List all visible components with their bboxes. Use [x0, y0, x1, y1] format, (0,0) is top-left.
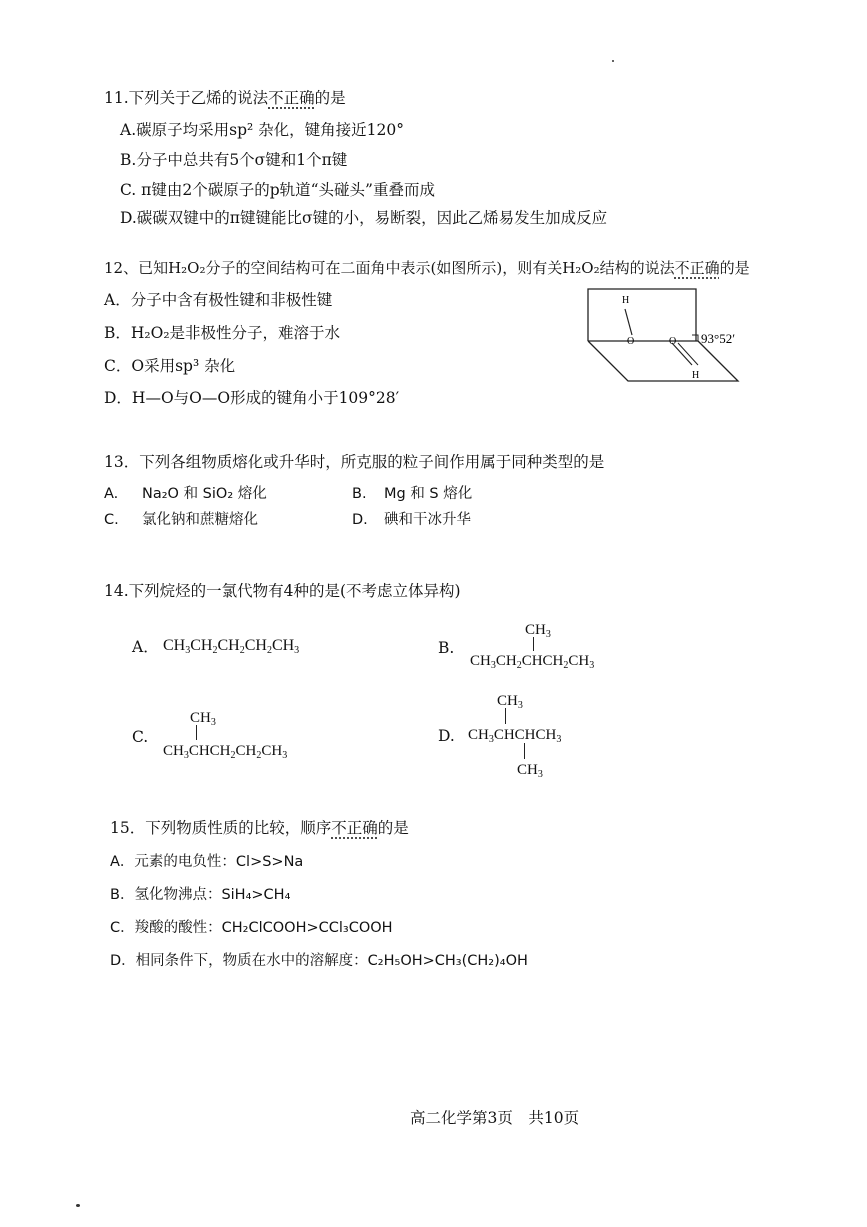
q14-c-branch: $CH_3$: [190, 710, 216, 728]
q14-option-a-label: A．: [132, 638, 159, 656]
q14-b-branch: $CH_3$: [525, 622, 551, 640]
q13-option-d: 碘和干冰升华: [384, 512, 471, 528]
q13-option-a: Na₂O 和 SiO₂ 熔化: [142, 486, 267, 502]
o-right-label: O: [669, 336, 677, 347]
q13-option-c-label: C.: [104, 512, 119, 528]
upper-plane: [588, 289, 696, 341]
q14-b-main-chain: $CH_3CH_2CHCH_2CH_3$: [470, 653, 595, 671]
q14-c-main-chain: $CH_3CHCH_2CH_2CH_3$: [163, 743, 288, 761]
page-footer: 高二化学第3页 共10页: [410, 1109, 580, 1127]
q11-option-b: B.分子中总共有5个σ键和1个π键: [120, 151, 348, 169]
q12-option-b: B．H₂O₂是非极性分子，难溶于水: [104, 324, 341, 342]
q13-option-b-label: B.: [352, 486, 367, 502]
q11-option-d: D.碳碳双键中的π键键能比σ键的小，易断裂，因此乙烯易发生加成反应: [120, 209, 608, 227]
q15-option-c: C．羧酸的酸性：CH₂ClCOOH>CCl₃COOH: [110, 920, 393, 936]
q14-d-branch-top: $CH_3$: [497, 693, 523, 711]
q11-option-c: C. π键由2个碳原子的p轨道“头碰头”重叠而成: [120, 181, 435, 199]
h-bottom-label: H: [692, 370, 700, 381]
q12-option-c: C．O采用sp³ 杂化: [104, 357, 236, 375]
q14-option-c-label: C.: [132, 728, 149, 746]
q15-option-b: B．氢化物沸点：SiH₄>CH₄: [110, 887, 291, 903]
q13-option-b: Mg 和 S 熔化: [384, 486, 473, 502]
right-angle-mark: [692, 335, 698, 341]
h-top-label: H: [622, 295, 630, 306]
q14-d-bond-top: [505, 708, 506, 724]
q13-option-d-label: D.: [352, 512, 368, 528]
q13-option-c: 氯化钠和蔗糖熔化: [142, 512, 258, 528]
q14-option-b-label: B.: [438, 639, 455, 657]
q14-a-formula: $CH_3CH_2CH_2CH_2CH_3$: [163, 637, 300, 656]
o-left-label: O: [627, 336, 635, 347]
q14-option-d-label: D.: [438, 727, 455, 745]
q12-option-d: D．H—O与O—O形成的键角小于109°28′: [104, 389, 400, 407]
q14-d-branch-bottom: $CH_3$: [517, 762, 543, 780]
h2o2-dihedral-figure: [580, 285, 745, 385]
dihedral-angle-label: 93°52′: [701, 331, 736, 346]
q13-stem: 13．下列各组物质熔化或升华时，所克服的粒子间作用属于同种类型的是: [104, 453, 605, 471]
lower-plane: [588, 341, 738, 381]
q13-option-a-label: A.: [104, 486, 119, 502]
q11-stem: 11.下列关于乙烯的说法不正确的是: [104, 89, 346, 107]
q11-option-a: A.碳原子均采用sp² 杂化，键角接近120°: [120, 121, 404, 139]
h-o-bond-bottom-edge: [678, 343, 698, 365]
q15-option-a: A．元素的电负性：Cl>S>Na: [110, 854, 304, 870]
q14-d-main-chain: $CH_3CHCHCH_3$: [468, 727, 562, 745]
h-o-bond-top: [625, 309, 632, 335]
scan-speck: [76, 1204, 80, 1207]
q15-stem: 15．下列物质性质的比较，顺序不正确的是: [110, 819, 409, 837]
q14-c-bond: [196, 725, 197, 740]
q12-stem: 12、已知H₂O₂分子的空间结构可在二面角中表示(如图所示)，则有关H₂O₂结构的说法不正确的是: [104, 259, 750, 277]
q14-stem: 14.下列烷烃的一氯代物有4种的是(不考虑立体异构): [104, 582, 461, 600]
q12-option-a: A．分子中含有极性键和非极性键: [104, 291, 333, 309]
q15-option-d: D．相同条件下，物质在水中的溶解度：C₂H₅OH>CH₃(CH₂)₄OH: [110, 953, 528, 969]
q14-b-bond: [533, 637, 534, 651]
q14-d-bond-bottom: [524, 743, 525, 759]
scan-speck: [612, 60, 614, 62]
